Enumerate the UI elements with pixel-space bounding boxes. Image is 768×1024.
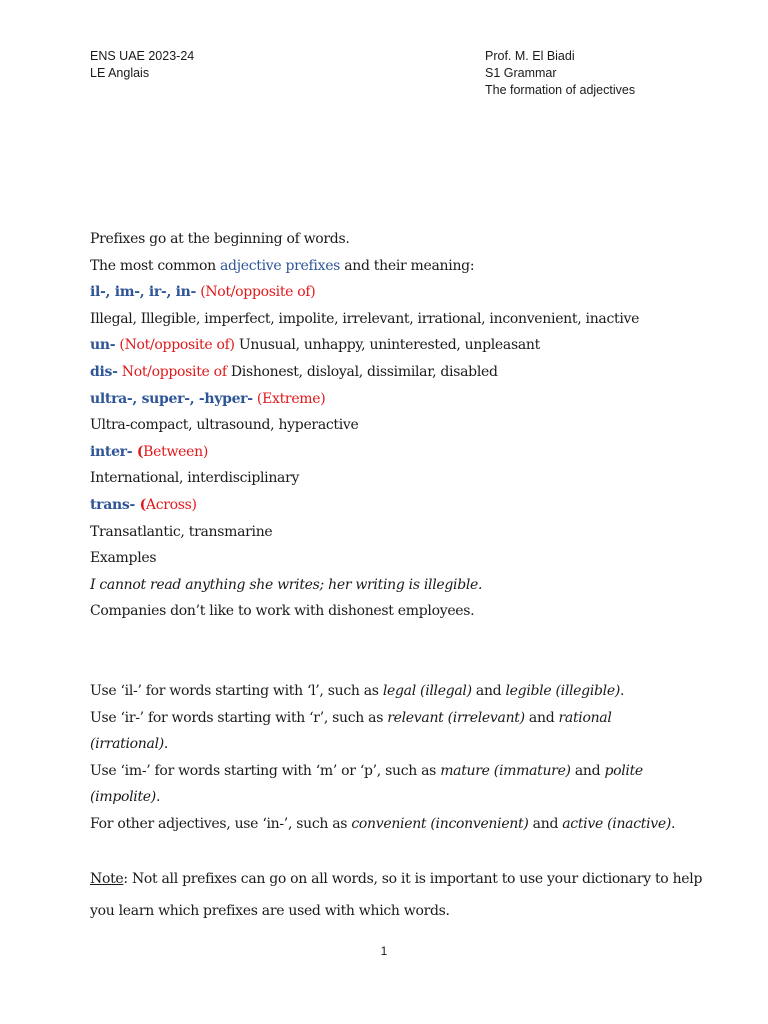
rule-ir: Use ‘ir-’ for words starting with ‘r’, such as relevant (irrelevant) and rational: [90, 709, 612, 726]
note-label: Note: [90, 871, 124, 888]
school-year: ENS UAE 2023-24: [90, 49, 195, 63]
note-line-1: Note: Not all prefixes can go on all words, so it is important to use your dictionary to help: [90, 871, 703, 888]
header-left: [90, 48, 194, 82]
adjective-prefixes-term: adjective prefixes: [219, 257, 341, 274]
prefix-line-dis: dis- Not/opposite of Dishonest, disloyal, dissimilar, disabled: [90, 363, 498, 380]
note-block: [90, 863, 703, 927]
note-line-2: you learn which prefixes are used with which words.: [90, 903, 450, 920]
examples-heading: Examples: [90, 550, 157, 567]
example-sentence-1: I cannot read anything she writes; her writing is illegible.: [90, 576, 483, 593]
intro-line: Prefixes go at the beginning of words.: [90, 231, 350, 247]
note-spacer: [90, 837, 700, 863]
course-name: LE Anglais: [90, 66, 150, 80]
prefix-examples-trans: Transatlantic, transmarine: [90, 523, 273, 540]
rule-im-continued: (impolite).: [90, 789, 161, 806]
rule-ir-continued: (irrational).: [90, 736, 169, 753]
prefix-examples-ultra: Ultra-compact, ultrasound, hyperactive: [90, 417, 359, 434]
header-right: [485, 48, 635, 99]
prefix-heading-ultra: ultra-, super-, -hyper- (Extreme): [90, 390, 326, 407]
common-prefixes-line: The most common adjective prefixes and their meaning:: [90, 257, 475, 274]
prefix-heading-inter: inter- (Between): [90, 443, 209, 460]
rule-im: Use ‘im-’ for words starting with ‘m’ or ‘p’, such as mature (immature) and polite: [90, 762, 643, 779]
lesson-title: The formation of adjectives: [485, 83, 636, 97]
prefix-examples-inter: International, interdisciplinary: [90, 470, 300, 487]
example-sentence-2: Companies don’t like to work with dishonest employees.: [90, 603, 475, 620]
rule-in: For other adjectives, use ‘in-’, such as convenient (inconvenient) and active (inactive).: [90, 815, 676, 832]
professor-name: Prof. M. El Biadi: [485, 49, 575, 63]
subject-name: S1 Grammar: [485, 66, 557, 80]
document-body: [90, 226, 703, 927]
section-spacer: [90, 625, 700, 678]
prefix-line-un: un- (Not/opposite of) Unusual, unhappy, uninterested, unpleasant: [90, 337, 540, 354]
prefix-heading-trans: trans- (Across): [90, 496, 197, 513]
prefix-examples-il: Illegal, Illegible, imperfect, impolite, irrelevant, irrational, inconvenient, inactive: [90, 310, 640, 327]
rule-il: Use ‘il-’ for words starting with ‘l’, such as legal (illegal) and legible (illegible).: [90, 682, 625, 699]
prefix-heading-il: il-, im-, ir-, in- (Not/opposite of): [90, 284, 316, 301]
page-number: 1: [380, 944, 388, 958]
